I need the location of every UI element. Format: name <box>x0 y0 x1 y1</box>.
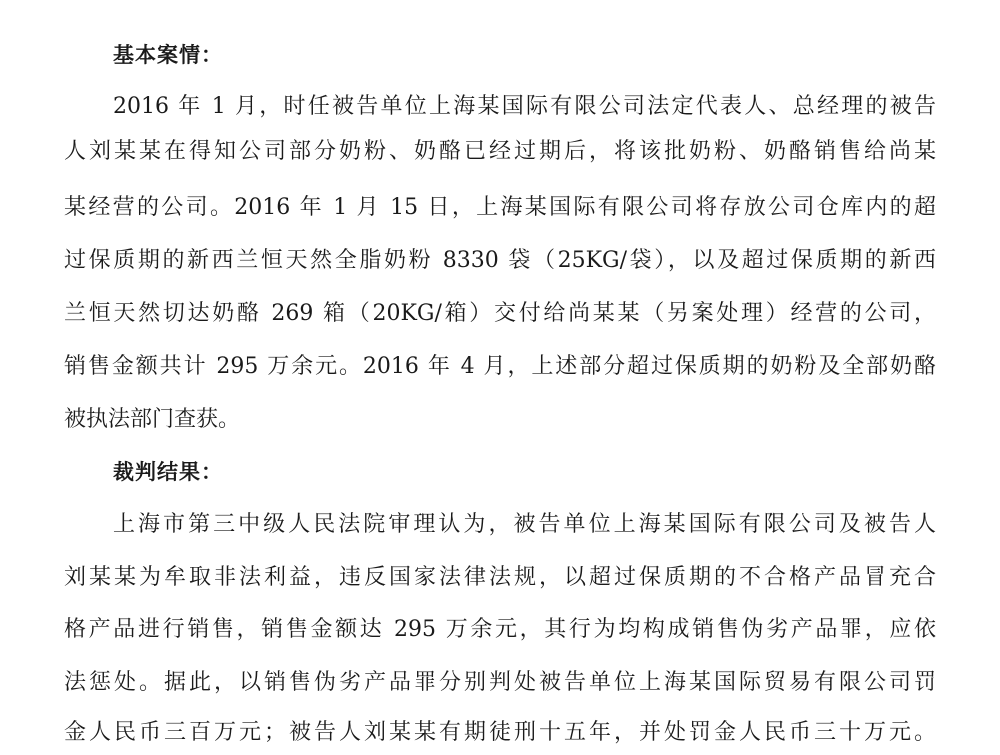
paragraph-line: 过保质期的新西兰恒天然全脂奶粉 8330 袋（25KG/袋），以及超过保质期的新西 <box>64 248 936 273</box>
paragraph-line: 格产品进行销售，销售金额达 295 万余元，其行为均构成销售伪劣产品罪，应依 <box>64 617 936 642</box>
section-heading-judgment-result: 裁判结果： <box>113 459 223 484</box>
paragraph-line: 上海市第三中级人民法院审理认为，被告单位上海某国际有限公司及被告人 <box>113 512 936 537</box>
paragraph-line: 2016 年 1 月，时任被告单位上海某国际有限公司法定代表人、总经理的被告 <box>113 94 936 119</box>
paragraph-line: 销售金额共计 295 万余元。2016 年 4 月，上述部分超过保质期的奶粉及全部奶酪 <box>64 354 936 379</box>
paragraph-line: 兰恒天然切达奶酪 269 箱（20KG/箱）交付给尚某某（另案处理）经营的公司， <box>64 301 936 326</box>
paragraph-line: 法惩处。据此，以销售伪劣产品罪分别判处被告单位上海某国际贸易有限公司罚 <box>64 670 936 695</box>
paragraph-line: 人刘某某在得知公司部分奶粉、奶酪已经过期后，将该批奶粉、奶酪销售给尚某 <box>64 139 936 164</box>
section-heading-basic-facts: 基本案情： <box>113 42 223 67</box>
paragraph-line: 某经营的公司。2016 年 1 月 15 日，上海某国际有限公司将存放公司仓库内的超 <box>64 195 936 220</box>
paragraph-line: 刘某某为牟取非法利益，违反国家法律法规，以超过保质期的不合格产品冒充合 <box>64 565 936 590</box>
paragraph-line: 金人民币三百万元；被告人刘某某有期徒刑十五年，并处罚金人民币三十万元。 <box>64 720 936 745</box>
paragraph-line: 被执法部门查获。 <box>64 407 241 432</box>
